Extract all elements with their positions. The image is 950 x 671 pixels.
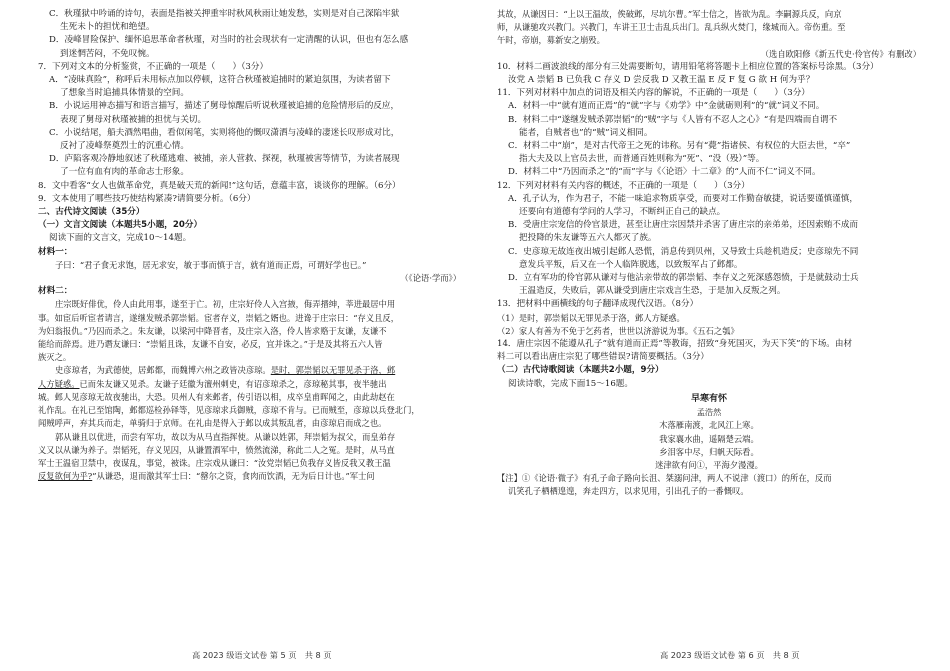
question-11: 11．下列对材料中加点的词语及相关内容的解说，不正确的一项是（ ）（3分） (497, 88, 810, 99)
question-8: 8．文中看客“女人也做革命党，真是破天荒的新闻!”这句话，意蕴丰富，谈谈你的理解。（6分） (38, 180, 401, 191)
question-13: 13．把材料中画横线的句子翻译成现代汉语。（8分） (497, 299, 699, 310)
material-2-line: 能给而辞焉。进乃谮友谦曰：“崇韬且诛，友谦不自安，必反，宜并诛之。”于是及其将五六人皆 (38, 339, 383, 350)
section-heading-classical: 二、古代诗文阅读（35分） (38, 207, 145, 218)
q12-option-b-line2: 把投降的朱友谦等五六人都灭了族。 (519, 233, 657, 244)
material-2-line: 其故，从谦因曰：“上以王温故，俟破邺，尽坑尔曹。”军士信之，皆欲为乱。李嗣源兵反，向京 (497, 9, 842, 19)
material-2-line: 闻贼呼声，弃其兵而走，单骑归于京师。在礼由是得入于邺以成其叛乱者，由彦琼启而成之也。 (38, 418, 387, 429)
q7-option-b-line1: B．小说运用神态描写和语言描写，描述了舅母惊醒后听说秋瑾被追捕的危险情形后的反应， (49, 101, 400, 112)
q12-option-d-line1: D．立有军功的伶官郭从谦对与他沾亲带故的郭崇韬、李存义之死深感怨愤，于是就鼓动士兵 (508, 273, 859, 284)
page-footer-left: 高 2023 级语文试卷 第 5 页 共 8 页 (192, 650, 332, 660)
text-segment: 史彦琼者，为武德使，居邺都，而魏博六州之政皆决彦琼。 (55, 365, 271, 376)
q7-option-c-line2: 反衬了凌峰祭奠烈士的沉重心情。 (60, 141, 189, 152)
material-1-label: 材料一： (38, 246, 73, 257)
question-14-line2: 料二可以看出唐庄宗犯了哪些错误?请简要概括。（3分） (497, 352, 710, 363)
material-2-line: 礼作乱。在礼已至馆陶，邺都巡检孙铎等，见彦琼求兵御贼，彦琼不肯与。已而贼至，彦琼以兵登北门， (38, 405, 420, 416)
question-12: 12．下列对材料有关内容的概述，不正确的一项是（ ）（3分） (497, 180, 750, 191)
q11-option-a: A．材料一中“就有道而正焉”的“就”字与《劝学》中“金就砺则利”的“就”词义不同。 (508, 101, 825, 112)
q6-option-c-line1: C．秋瑾狱中吟诵的诗句，表面是指被关押重牢时秋风秋雨让她发愁，实则是对自己深陷牢狱 (49, 9, 400, 19)
poetry-instruction: 阅读诗歌，完成下面15～16题。 (508, 378, 633, 389)
material-1-text: 子曰：“君子食无求饱，居无求安，敏于事而慎于言，就有道而正焉，可谓好学也已。” (55, 259, 367, 270)
q12-option-d-line2: 王温造反，失败后，郭从谦受到唐庄宗戏言生恐，于是加入反叛之列。 (519, 286, 786, 297)
subsection-heading-prose: （一）文言文阅读（本题共5小题，20分） (38, 220, 203, 231)
poem-author: 孟浩然 (696, 407, 722, 418)
material-2-line: 为妇翁报仇。”乃囚而杀之。朱友谦，以梁河中降晋者，及庄宗入洛，伶人皆求赂于友谦，友谦不 (38, 325, 387, 336)
q7-option-c-line1: C．小说结尾，船夫酒然唱曲，看似闲笔，实则将他的慨叹潇洒与凌峰的凄迷长叹形成对比， (49, 127, 400, 138)
q7-option-b-line2: 表现了舅母对秋瑾被捕的担忧与关切。 (60, 114, 207, 125)
material-2-line: 族灭之。 (38, 352, 72, 363)
left-page (38, 8, 461, 483)
material-2-line: 师，从谦驰攻兴教门。兴教门，车讲王卫士击乱兵出门。乱兵纵火焚门，缘城而入。帝伤重。至 (497, 22, 846, 33)
q6-option-c-line2: 生死未卜的担忧和绝望。 (60, 22, 155, 33)
material-2-label: 材料二： (38, 286, 73, 297)
poem-note-line2: 讥笑孔子栖栖遑遑，奔走四方，以求见用，引出孔子的一番慨叹。 (508, 486, 749, 497)
q11-option-d: D．材料二中“乃因而杀之”的“而”字与《〈论语〉十二章》的“人而不仁”词义不同。 (508, 167, 821, 178)
q11-option-b-line2: 能者，自贼者也”的“贼”词义相同。 (519, 127, 653, 138)
poem-line: 木落雁南渡，北风江上寒。 (659, 420, 759, 431)
material-2-line: 郭从谦且以优进，而尝有军功，故以为从马直指挥使。从谦以姓郭，拜崇韬为叔父，而皇弟存 (55, 431, 396, 442)
q6-option-d-line2: 到迷惘苦闷，不免叹惋。 (60, 48, 155, 59)
question-7: 7．下列对文本的分析鉴赏，不正确的一项是（ ）（3分） (38, 61, 269, 72)
q11-option-c-line1: C．材料二中“崩”，是对古代帝王之死的讳称。另有“薨”指诸侯、有权位的大臣去世，“卒” (508, 141, 851, 152)
poem-note-line1: 【注】①《论语·微子》有孔子命子路向长沮、桀溺问津，两人不说津（渡口）的所在，反而 (497, 473, 832, 484)
q6-option-d-line1: D．凌峰冒险保护、缅怀追思革命者秋瑾，对当时的社会现状有一定清醒的认识，但也有怎么感 (49, 35, 409, 46)
page-footer-right: 高 2023 级语文试卷 第 6 页 共 8 页 (660, 650, 800, 660)
q7-option-a-line1: A．“凌昧真险”，称呼后未用标点加以停顿，这符合秋瑾被追捕时的紧迫氛围，为读者留下 (49, 75, 391, 86)
question-10: 10．材料二画波浪线的部分有三处需要断句，请用铅笔将答题卡上相应位置的答案标号涂黑。（3分） (497, 61, 879, 72)
wavy-underlined-segment: 反复欲何为乎? (38, 471, 93, 482)
q13-sentence-2: （2）家人有善为不免于乞药者，世世以济游说为事。《五石之瓠》 (497, 325, 739, 336)
text-segment: ”从谦恐，退而激其军士曰：“罄尔之资，食肉而饮酒，无为后日计也。”军士问 (92, 471, 375, 482)
q13-sentence-1: （1）是时，郭崇韬以无罪见杀于洛，邺人方疑惑。 (497, 312, 685, 323)
material-2-line (38, 378, 461, 391)
q11-option-b-line1: B．材料二中“遂继发贼杀郭崇韬”的“贼”字与《人皆有不忍人之心》“有是四端而自谓不 (508, 114, 838, 125)
material-2-line: 庄宗既好俳优，伶人由此用事，遂至于亡。初，庄宗好伶人入宫掖，侮弄搢绅，莘进最居中用 (55, 299, 396, 310)
material-2-source: （选自欧阳修《新五代史·伶官传》有删改） (760, 48, 921, 59)
question-14-line1: 14．唐庄宗因不能遵从孔子“就有道而正焉”等教诲，招致“身死国灭，为天下笑”的下场。由材 (497, 339, 853, 350)
material-2-line: 城。邺人见彦琼无故夜驰出，大恐。贝州人有来邺者，传引语以相，戍卒皇甫晖闻之，由此劫赵在 (38, 391, 395, 402)
q7-option-d-line1: D．庐陷客观冷静地叙述了秋瑾逃难、被捕，亲人营救、探视，秋瑾被害等情节，为读者展现 (49, 154, 400, 165)
q12-option-b-line1: B．受唐庄宗宠信的伶官景进，甚至让唐庄宗因禁并杀害了唐庄宗的亲弟弟，还因索贿不成而 (508, 220, 859, 231)
poem-title: 早寒有怀 (690, 393, 727, 404)
q7-option-d-line2: 了一位有血有肉的革命志士形象。 (60, 167, 189, 178)
q12-option-c-line1: C．史彦琼无故连夜出城引起邺人恐慌，消息传到贝州，又导致士兵趁机造反；史彦琼先不同 (508, 246, 859, 257)
q12-option-a-line1: A．孔子认为，作为君子，不能一味追求物质享受，而要对工作勤奋敏捷，说话要谨慎谨慎， (508, 193, 858, 204)
question-9: 9．文本使用了哪些技巧使结构紧凑?请简要分析。（6分） (38, 193, 256, 204)
material-2-line: 午时，帝崩，募新安之崩殁。 (497, 35, 605, 46)
underlined-sentence: 是时，郭崇韬以无罪见杀于洛，邺 (270, 365, 396, 376)
q11-option-c-line2: 指大夫及以上官员去世，而普通百姓则称为“死”、“没（殁）”等。 (519, 154, 765, 165)
right-page (497, 8, 921, 499)
q12-option-c-line2: 意发兵平叛，后又在一个人临阵脱逃，以致叛军占了邺都。 (519, 259, 743, 270)
poem-line: 乡泪客中尽，归帆天际看。 (659, 446, 759, 457)
material-2-line (38, 364, 461, 377)
material-1-source: （《论语·学而》） (400, 273, 461, 284)
material-2-line (38, 470, 461, 483)
poem-line: 迷津欲有问①，平海夕漫漫。 (655, 459, 763, 470)
q12-option-a-line2: 还要向有道德有学问的人学习，不断纠正自己的缺点。 (519, 207, 726, 218)
material-2-line: 军士王温宿卫禁中，夜谋乱，事觉，被诛。庄宗戏从谦曰：“汝党崇韬已负我存义皆反我又教王温 (38, 457, 391, 468)
underlined-sentence: 人方疑惑。 (38, 378, 80, 389)
poem-line: 我家襄水曲，遥隔楚云端。 (659, 433, 759, 444)
q10-segment-options: 汝党 A 崇韬 B 已负我 C 存义 D 尝反我 D 又教王温 E 反 F 复 G 欲 H 何为乎？ (508, 75, 815, 86)
subsection-heading-poetry: （二）古代诗歌阅读（本题共2小题，9分） (497, 365, 664, 376)
material-2-line: 事。如宦后听宦者请言，遂继发贼杀郭崇韬。宦者存义，崇韬之婿也。进谗于庄宗曰：“存义且反， (38, 312, 400, 323)
text-segment: 已而朱友谦又见杀。友谦子廷徽为澶州刺史，有诏彦琼杀之，彦琼秘其事，夜半驰出 (79, 378, 387, 389)
q7-option-a-line2: 了想象当时追捕具体情景的空间。 (60, 88, 189, 99)
reading-instruction: 阅读下面的文言文，完成10～14题。 (49, 233, 192, 244)
material-2-line: 义又以从谦为养子。崇韬死，存义见囚，从谦置酒军中，愤然流涕，称此二人之冤。是时，从马直 (38, 444, 395, 455)
